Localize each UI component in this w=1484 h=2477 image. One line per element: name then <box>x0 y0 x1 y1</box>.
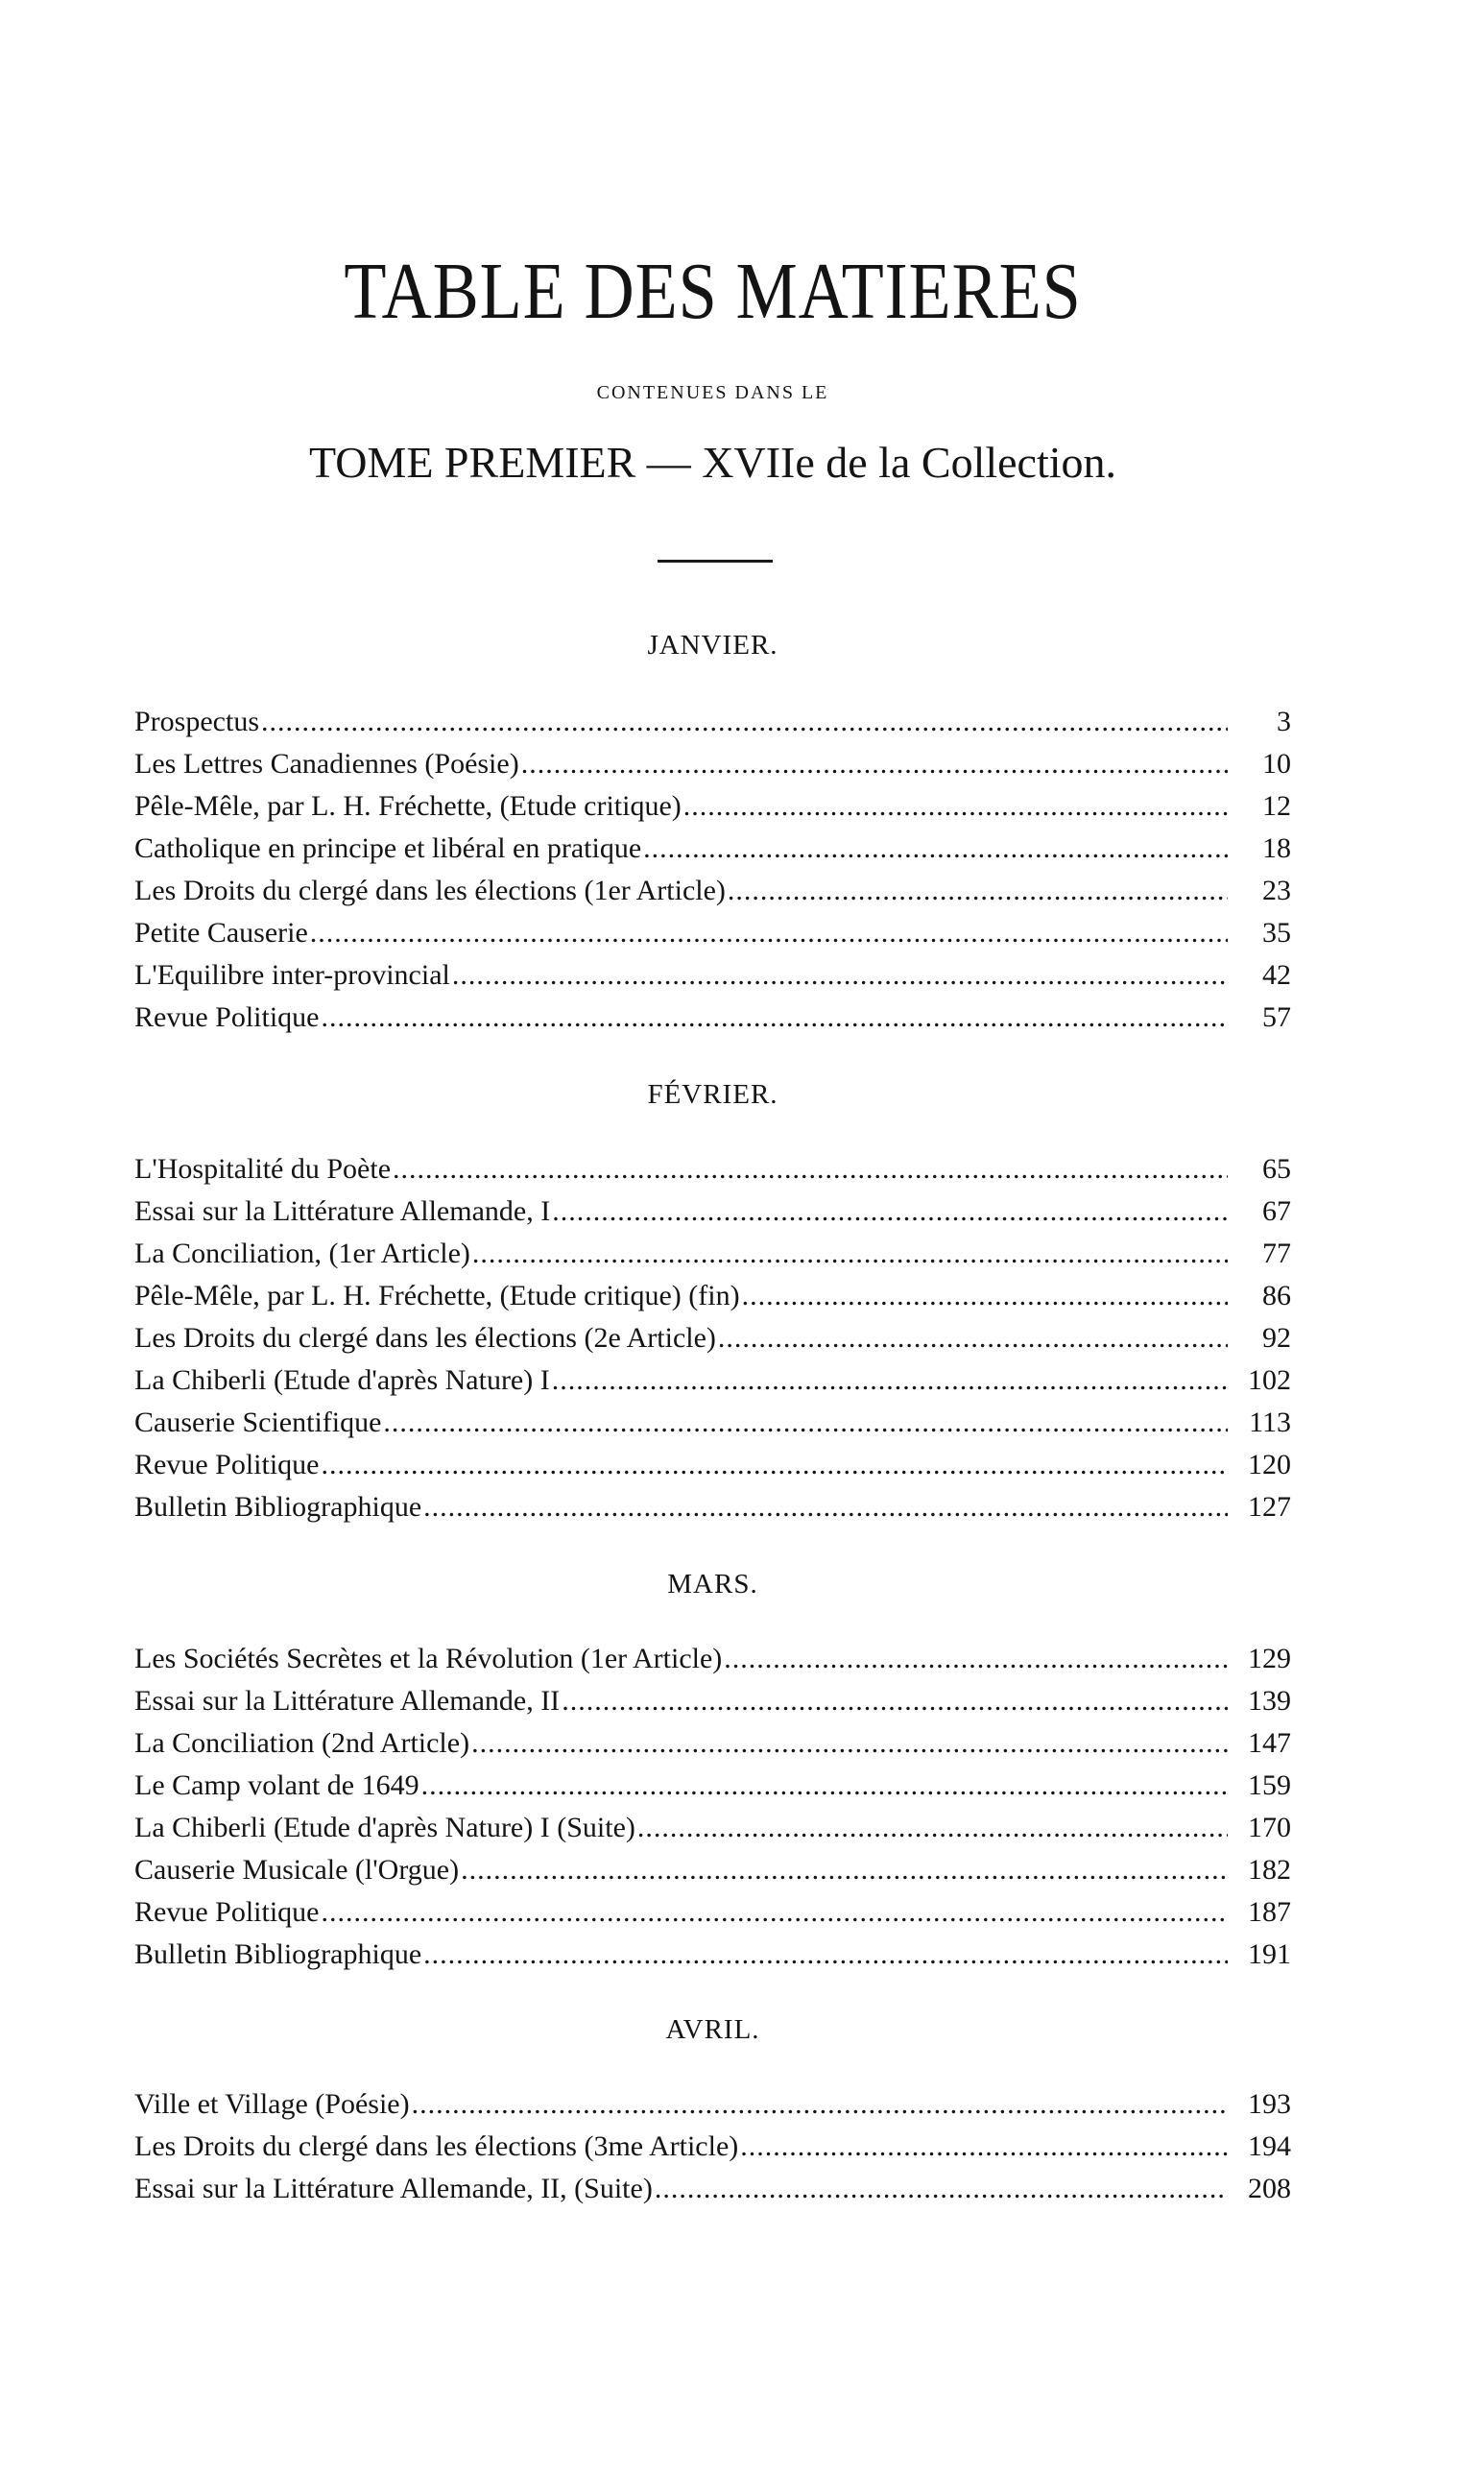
entry-page-number: 113 <box>1249 1407 1291 1438</box>
entry-page-number: 129 <box>1248 1643 1291 1674</box>
entry-title: Les Sociétés Secrètes et la Révolution (1er Article) <box>134 1643 723 1674</box>
document-page <box>134 0 1291 2477</box>
section-mars <box>134 1563 1291 1976</box>
tome-title: TOME PREMIER — XVIIe de la Collection. <box>308 438 1117 487</box>
dot-leader <box>421 1765 1228 1807</box>
section-janvier <box>134 624 1291 1039</box>
toc-entry <box>134 1359 1291 1402</box>
dot-leader <box>261 701 1228 743</box>
toc-entry <box>134 1722 1291 1765</box>
entry-page-number: 18 <box>1262 832 1291 864</box>
toc-entry <box>134 954 1291 997</box>
entry-page-number: 170 <box>1248 1812 1291 1843</box>
toc-list <box>134 1148 1291 1528</box>
entry-page-number: 12 <box>1262 790 1291 822</box>
dot-leader <box>552 1359 1228 1402</box>
dot-leader <box>718 1317 1228 1359</box>
toc-list <box>134 701 1291 1039</box>
entry-title: Causerie Scientifique <box>134 1407 382 1438</box>
toc-list <box>134 2083 1291 2210</box>
entry-title: Les Lettres Canadiennes (Poésie) <box>134 748 519 780</box>
dot-leader <box>552 1190 1228 1233</box>
entry-page-number: 187 <box>1248 1896 1291 1928</box>
entry-page-number: 208 <box>1248 2173 1291 2204</box>
entry-page-number: 127 <box>1248 1491 1291 1523</box>
dot-leader <box>562 1680 1228 1722</box>
dot-leader <box>383 1402 1228 1444</box>
entry-page-number: 120 <box>1248 1449 1291 1480</box>
toc-entry <box>134 870 1291 912</box>
entry-page-number: 57 <box>1262 1001 1291 1033</box>
entry-title: Le Camp volant de 1649 <box>134 1769 419 1801</box>
entry-title: Petite Causerie <box>134 917 308 949</box>
toc-entry <box>134 1317 1291 1359</box>
entry-title: Prospectus <box>134 706 259 737</box>
toc-entry <box>134 997 1291 1039</box>
title-divider <box>658 560 773 563</box>
section-heading: AVRIL. <box>665 2014 760 2045</box>
entry-page-number: 139 <box>1248 1685 1291 1717</box>
entry-title: La Conciliation (2nd Article) <box>134 1727 470 1759</box>
entry-page-number: 92 <box>1262 1322 1291 1354</box>
dot-leader <box>643 828 1228 870</box>
entry-title: Les Droits du clergé dans les élections (3me Article) <box>134 2130 739 2162</box>
toc-entry <box>134 1190 1291 1233</box>
toc-entry <box>134 1638 1291 1680</box>
entry-title: Essai sur la Littérature Allemande, II, (Suite) <box>134 2173 653 2204</box>
entry-title: Revue Politique <box>134 1001 320 1033</box>
entry-page-number: 77 <box>1262 1238 1291 1269</box>
toc-entry <box>134 1402 1291 1444</box>
toc-entry <box>134 1486 1291 1528</box>
entry-title: Essai sur la Littérature Allemande, I <box>134 1195 551 1227</box>
entry-title: Revue Politique <box>134 1449 320 1480</box>
toc-entry <box>134 1680 1291 1722</box>
entry-page-number: 42 <box>1262 959 1291 991</box>
dot-leader <box>461 1849 1228 1891</box>
entry-page-number: 23 <box>1262 875 1291 906</box>
toc-entry <box>134 2083 1291 2126</box>
entry-page-number: 102 <box>1248 1364 1291 1396</box>
entry-title: Pêle-Mêle, par L. H. Fréchette, (Etude critique) (fin) <box>134 1280 740 1311</box>
dot-leader <box>423 1934 1228 1976</box>
dot-leader <box>742 1275 1228 1317</box>
toc-entry <box>134 1148 1291 1190</box>
entry-title: L'Hospitalité du Poète <box>134 1153 392 1185</box>
toc-entry <box>134 1275 1291 1317</box>
dot-leader <box>310 912 1228 954</box>
toc-entry <box>134 1807 1291 1849</box>
toc-entry <box>134 1934 1291 1976</box>
dot-leader <box>321 997 1228 1039</box>
entry-page-number: 147 <box>1248 1727 1291 1759</box>
section-heading: JANVIER. <box>647 630 778 661</box>
dot-leader <box>724 1638 1228 1680</box>
toc-entry <box>134 1891 1291 1934</box>
entry-page-number: 159 <box>1248 1769 1291 1801</box>
entry-title: L'Equilibre inter-provincial <box>134 959 450 991</box>
dot-leader <box>521 743 1228 785</box>
entry-title: Causerie Musicale (l'Orgue) <box>134 1854 460 1886</box>
entry-title: La Conciliation, (1er Article) <box>134 1238 470 1269</box>
entry-title: Les Droits du clergé dans les élections (2e Article) <box>134 1322 716 1354</box>
section-fevrier <box>134 1073 1291 1528</box>
entry-title: Pêle-Mêle, par L. H. Fréchette, (Etude critique) <box>134 790 682 822</box>
page-subtitle: CONTENUES DANS LE <box>596 382 829 403</box>
dot-leader <box>393 1148 1228 1190</box>
entry-title: Catholique en principe et libéral en pratique <box>134 832 642 864</box>
toc-entry <box>134 2126 1291 2168</box>
toc-entry <box>134 912 1291 954</box>
toc-entry <box>134 1444 1291 1486</box>
entry-title: Les Droits du clergé dans les élections (1er Article) <box>134 875 726 906</box>
entry-title: Revue Politique <box>134 1896 320 1928</box>
entry-page-number: 182 <box>1248 1854 1291 1886</box>
toc-entry <box>134 1849 1291 1891</box>
dot-leader <box>423 1486 1228 1528</box>
entry-page-number: 65 <box>1262 1153 1291 1185</box>
entry-page-number: 67 <box>1262 1195 1291 1227</box>
entry-title: Bulletin Bibliographique <box>134 1491 422 1523</box>
page-title: TABLE DES MATIERES <box>344 247 1082 336</box>
toc-entry <box>134 828 1291 870</box>
entry-title: Essai sur la Littérature Allemande, II <box>134 1685 561 1717</box>
entry-page-number: 35 <box>1262 917 1291 949</box>
entry-page-number: 194 <box>1248 2130 1291 2162</box>
section-avril <box>134 2008 1291 2210</box>
entry-title: La Chiberli (Etude d'après Nature) I <box>134 1364 550 1396</box>
dot-leader <box>321 1891 1228 1934</box>
toc-entry <box>134 1233 1291 1275</box>
dot-leader <box>655 2168 1228 2210</box>
dot-leader <box>412 2083 1228 2126</box>
dot-leader <box>452 954 1228 997</box>
dot-leader <box>740 2126 1228 2168</box>
dot-leader <box>637 1807 1228 1849</box>
entry-page-number: 191 <box>1248 1938 1291 1970</box>
entry-page-number: 3 <box>1277 706 1291 737</box>
toc-list <box>134 1638 1291 1976</box>
dot-leader <box>728 870 1228 912</box>
entry-title: Ville et Village (Poésie) <box>134 2088 410 2120</box>
dot-leader <box>471 1722 1228 1765</box>
entry-page-number: 86 <box>1262 1280 1291 1311</box>
entry-title: La Chiberli (Etude d'après Nature) I (Suite) <box>134 1812 635 1843</box>
toc-entry <box>134 785 1291 828</box>
toc-entry <box>134 2168 1291 2210</box>
section-heading: FÉVRIER. <box>647 1079 778 1110</box>
toc-entry <box>134 1765 1291 1807</box>
entry-page-number: 193 <box>1248 2088 1291 2120</box>
entry-title: Bulletin Bibliographique <box>134 1938 422 1970</box>
toc-entry <box>134 743 1291 785</box>
section-heading: MARS. <box>667 1569 758 1599</box>
dot-leader <box>683 785 1228 828</box>
dot-leader <box>472 1233 1228 1275</box>
entry-page-number: 10 <box>1262 748 1291 780</box>
toc-entry <box>134 701 1291 743</box>
dot-leader <box>321 1444 1228 1486</box>
